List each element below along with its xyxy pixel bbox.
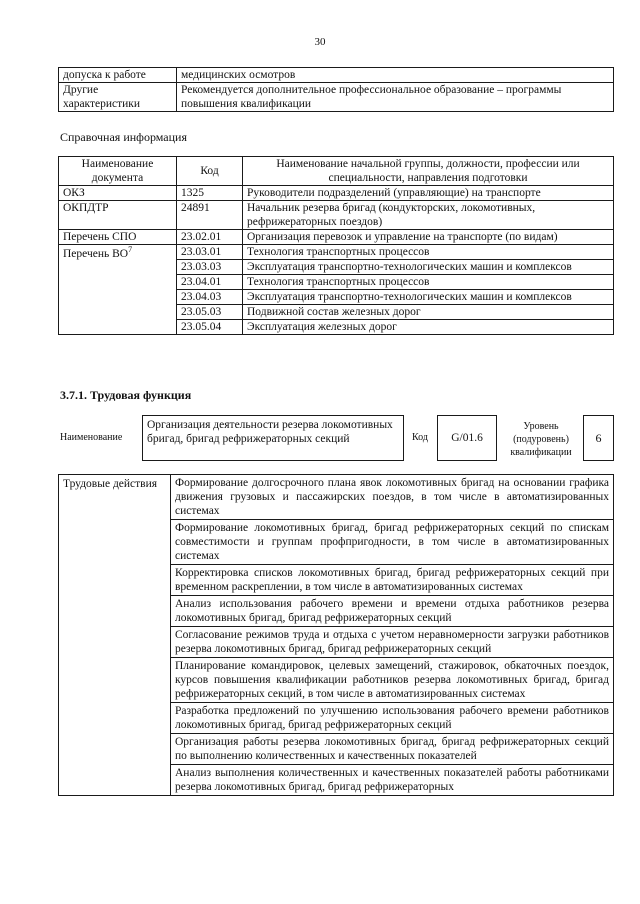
table-header-row [59,157,614,186]
column-header-document: Наименование документа [59,157,177,186]
name-cell: Эксплуатация транспортно-технологических машин и комплексов [243,260,614,275]
name-cell: Организация перевозок и управление на транспорте (по видам) [243,230,614,245]
table-row [59,230,614,245]
reference-info-table [58,156,614,335]
name-cell: Эксплуатация железных дорог [243,320,614,335]
document-cell: ОКЗ [59,186,177,201]
labor-action-item: Анализ выполнения количественных и качественных показателей работы работниками резерва локомотивных бригад, бригад рефрижераторных [171,765,614,796]
qualification-level-box: 6 [583,415,614,461]
table-row [59,475,614,520]
code-cell: 23.05.04 [177,320,243,335]
labor-action-item: Корректировка списков локомотивных бригад, бригад рефрижераторных секций при временном раскреплении, в том числе в автоматизированных системах [171,565,614,596]
labor-actions-table [58,474,614,796]
labor-action-item: Формирование локомотивных бригад, бригад рефрижераторных секций по спискам совместимости и группам профпригодности, в том числе в автоматизированных системах [171,520,614,565]
labor-action-item: Планирование командировок, целевых замещений, стажировок, обкаточных поездок, курсов повышения квалификации работников резерва локомотивных бригад, бригад рефрижераторных секций, в том числе в автоматизированных системах [171,658,614,703]
table-row [59,186,614,201]
row-value: медицинских осмотров [177,68,614,83]
document-cell [59,245,177,335]
qualification-level-label: Уровень (подуровень) квалификации [510,421,572,458]
table-row [59,245,614,260]
labor-action-item: Формирование долгосрочного плана явок локомотивных бригад на основании графика движения грузовых и пассажирских поездов, в том числе в автоматизированных системах [171,475,614,520]
code-cell: 24891 [177,201,243,230]
labor-action-item: Анализ использования рабочего времени и времени отдыха работников резерва локомотивных бригад, бригад рефрижераторных секций [171,596,614,627]
reference-info-title: Справочная информация [60,130,187,144]
name-cell: Эксплуатация транспортно-технологических машин и комплексов [243,290,614,305]
document-cell: ОКПДТР [59,201,177,230]
labor-actions-label: Трудовые действия [59,475,171,796]
function-name-label: Наименование [60,432,123,443]
vo-document-label: Перечень ВО [63,247,129,260]
row-value: Рекомендуется дополнительное профессиональное образование – программы повышения квалификации [177,83,614,112]
labor-action-item: Организация работы резерва локомотивных бригад, бригад рефрижераторных секций по выполнению количественных и качественных показателей [171,734,614,765]
section-heading: 3.7.1. Трудовая функция [60,388,192,402]
code-cell: 23.03.03 [177,260,243,275]
page-number: 30 [314,36,326,48]
column-header-name: Наименование начальной группы, должности, профессии или специальности, направления подготовки [243,157,614,186]
code-cell: 23.02.01 [177,230,243,245]
labor-action-item: Разработка предложений по улучшению использования рабочего времени работников локомотивных бригад, бригад рефрижераторных секций [171,703,614,734]
document-cell: Перечень СПО [59,230,177,245]
labor-action-item: Согласование режимов труда и отдыха с учетом неравномерности загрузки работников резерва локомотивных бригад, бригад рефрижераторных секций [171,627,614,658]
name-cell: Технология транспортных процессов [243,275,614,290]
code-cell: 23.05.03 [177,305,243,320]
table-row [59,68,614,83]
code-cell: 23.04.03 [177,290,243,305]
code-cell: 23.03.01 [177,245,243,260]
table-row [59,201,614,230]
row-label: Другие характеристики [59,83,177,112]
function-code-label: Код [412,432,428,443]
footnote-marker: 7 [128,245,133,255]
name-cell: Подвижной состав железных дорог [243,305,614,320]
name-cell: Технология транспортных процессов [243,245,614,260]
qualification-requirements-table [58,67,614,112]
row-label: допуска к работе [59,68,177,83]
name-cell: Начальник резерва бригад (кондукторских, локомотивных, рефрижераторных поездов) [243,201,614,230]
code-cell: 23.04.01 [177,275,243,290]
function-name-box: Организация деятельности резерва локомотивных бригад, бригад рефрижераторных секций [142,415,404,461]
name-cell: Руководители подразделений (управляющие) на транспорте [243,186,614,201]
function-code-box: G/01.6 [437,415,497,461]
column-header-code: Код [177,157,243,186]
table-row [59,83,614,112]
code-cell: 1325 [177,186,243,201]
